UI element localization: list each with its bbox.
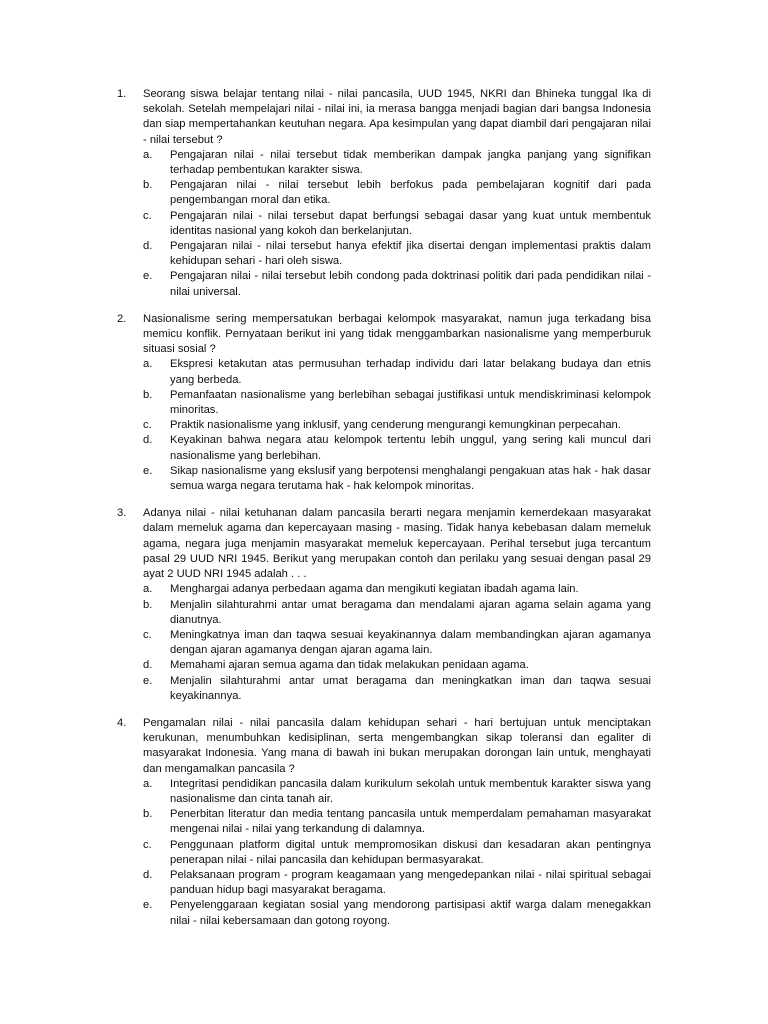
option-item	[143, 239, 651, 269]
question-row	[117, 716, 651, 777]
option-text: Pelaksanaan program - program keagamaan yang mengedepankan nilai - nilai spiritual sebagai panduan hidup bagi masyarakat beragama.	[170, 868, 651, 897]
option-letter: d.	[143, 240, 153, 253]
option-letter: b.	[143, 179, 153, 192]
option-text: Menjalin silahturahmi antar umat beragama dan mendalami ajaran agama selain agama yang dianutnya.	[170, 598, 651, 626]
option-item	[143, 209, 651, 239]
option-text: Pengajaran nilai - nilai tersebut tidak memberikan dampak jangka panjang yang signifikan terhadap pembentukan karakter siswa.	[170, 148, 651, 177]
option-item	[143, 674, 651, 704]
option-text: Meningkatnya iman dan taqwa sesuai keyakinannya dalam membandingkan ajaran agamanya dengan ajaran agamanya dengan ajaran agama lain.	[170, 628, 651, 657]
question-number: 3.	[117, 507, 127, 520]
option-item	[143, 433, 651, 463]
option-letter: a.	[143, 777, 153, 790]
option-letter: c.	[143, 838, 152, 851]
option-text: Keyakinan bahwa negara atau kelompok tertentu lebih unggul, yang sering kali muncul dari nasionalisme yang berlebihan.	[170, 434, 651, 462]
option-text: Pengajaran nilai - nilai tersebut hanya efektif jika disertai dengan implementasi praktis dalam kehidupan sehari - hari oleh siswa.	[170, 240, 651, 268]
option-item	[143, 388, 651, 418]
option-item	[143, 628, 651, 658]
option-list	[117, 582, 651, 704]
question-row	[117, 87, 651, 148]
option-letter: e.	[143, 899, 153, 912]
option-text: Penyelenggaraan kegiatan sosial yang mendorong partisipasi aktif warga dalam menegakkan nilai - nilai kebersamaan dan gotong royong.	[170, 899, 651, 927]
question-row	[117, 312, 651, 358]
option-letter: a.	[143, 148, 153, 161]
option-text: Pengajaran nilai - nilai tersebut lebih condong pada doktrinasi politik dari pada pendidikan nilai - nilai universal.	[170, 270, 651, 298]
option-text: Sikap nasionalisme yang ekslusif yang berpotensi menghalangi pengakuan atas hak - hak dasar semua warga negara terutama hak - hak kelompok minoritas.	[170, 464, 651, 493]
option-item	[143, 868, 651, 898]
option-text: Memahami ajaran semua agama dan tidak melakukan penidaan agama.	[170, 659, 529, 672]
question-text: Pengamalan nilai - nilai pancasila dalam kehidupan sehari - hari bertujuan untuk menciptakan kerukunan, menumbuhkan kedisiplinan, serta mengembangkan sikap toleransi dan egaliter di masyarakat Indonesia. Yang mana di bawah ini bukan merupakan dorongan lain untuk, menghayati dan mengamalkan pancasila ?	[143, 716, 651, 775]
option-item	[143, 269, 651, 299]
option-item	[143, 807, 651, 837]
option-letter: b.	[143, 808, 153, 821]
option-letter: c.	[143, 209, 152, 222]
option-item	[143, 582, 651, 597]
option-item	[143, 357, 651, 387]
question-3	[117, 506, 651, 704]
option-item	[143, 418, 651, 433]
question-number: 1.	[117, 88, 127, 100]
option-text: Penerbitan literatur dan media tentang pancasila untuk memperdalam pemahaman masyarakat mengenai nilai - nilai yang terkandung di dalamnya.	[170, 808, 651, 836]
option-letter: a.	[143, 583, 153, 596]
option-item	[143, 178, 651, 208]
option-item	[143, 148, 651, 178]
option-letter: d.	[143, 434, 153, 447]
option-list	[117, 357, 651, 494]
question-text: Seorang siswa belajar tentang nilai - nilai pancasila, UUD 1945, NKRI dan Bhineka tunggal Ika di sekolah. Setelah mempelajari nilai - nilai ini, ia merasa bangga menjadi bagian dari bangsa Indonesia dan siap mempertahankan keutuhan negara. Apa kesimpulan yang dapat diambil dari pengajaran nilai - nilai tersebut ?	[143, 88, 651, 146]
option-text: Praktik nasionalisme yang inklusif, yang cenderung mengurangi kemungkinan perpecahan.	[170, 419, 621, 432]
option-list	[117, 148, 651, 300]
option-letter: b.	[143, 598, 153, 611]
option-item	[143, 898, 651, 928]
question-list	[117, 87, 651, 941]
option-item	[143, 777, 651, 807]
option-text: Pengajaran nilai - nilai tersebut lebih berfokus pada pembelajaran kognitif dari pada pengembangan moral dan etika.	[170, 179, 651, 207]
question-1	[117, 87, 651, 300]
option-text: Penggunaan platform digital untuk mempromosikan diskusi dan kesadaran akan pentingnya penerapan nilai - nilai pancasila dan kehidupan bermasyarakat.	[170, 838, 651, 866]
question-4	[117, 716, 651, 929]
question-row	[117, 506, 651, 582]
option-letter: c.	[143, 628, 152, 641]
option-letter: e.	[143, 674, 153, 687]
option-letter: c.	[143, 419, 152, 432]
option-letter: d.	[143, 659, 153, 672]
option-item	[143, 464, 651, 494]
option-letter: a.	[143, 358, 153, 371]
question-text: Adanya nilai - nilai ketuhanan dalam pancasila berarti negara menjamin kemerdekaan masyarakat dalam memeluk agama dan kepercayaan masing - masing. Tidak hanya kebebasan dalam memeluk agama, negara juga menjamin masyarakat memeluk kepercayaan. Perihal tersebut juga tercantum pasal 29 UUD NRI 1945. Berikut yang merupakan contoh dan perilaku yang sesuai dengan pasal 29 ayat 2 UUD NRI 1945 adalah . . .	[143, 507, 651, 581]
question-2	[117, 312, 651, 494]
question-text: Nasionalisme sering mempersatukan berbagai kelompok masyarakat, namun juga terkadang bisa memicu konflik. Pernyataan berikut ini yang tidak menggambarkan nasionalisme yang memperburuk situasi sosial ?	[143, 312, 651, 356]
option-text: Ekspresi ketakutan atas permusuhan terhadap individu dari latar belakang budaya dan etnis yang berbeda.	[170, 358, 651, 386]
question-number: 4.	[117, 716, 127, 729]
option-letter: d.	[143, 868, 153, 881]
option-item	[143, 658, 651, 673]
option-letter: b.	[143, 388, 153, 401]
option-text: Integritasi pendidikan pancasila dalam kurikulum sekolah untuk membentuk karakter siswa yang nasionalisme dan cinta tanah air.	[170, 777, 651, 805]
option-list	[117, 777, 651, 929]
option-letter: e.	[143, 270, 153, 283]
question-number: 2.	[117, 312, 127, 325]
option-text: Menghargai adanya perbedaan agama dan mengikuti kegiatan ibadah agama lain.	[170, 583, 579, 596]
option-text: Pengajaran nilai - nilai tersebut dapat berfungsi sebagai dasar yang kuat untuk membentuk identitas nasional yang kokoh dan berkelanjutan.	[170, 209, 651, 237]
option-letter: e.	[143, 464, 153, 477]
option-item	[143, 598, 651, 628]
option-text: Pemanfaatan nasionalisme yang berlebihan sebagai justifikasi untuk mendiskriminasi kelompok minoritas.	[170, 388, 651, 417]
option-text: Menjalin silahturahmi antar umat beragama dan meningkatkan iman dan taqwa sesuai keyakinannya.	[170, 674, 651, 702]
option-item	[143, 838, 651, 868]
